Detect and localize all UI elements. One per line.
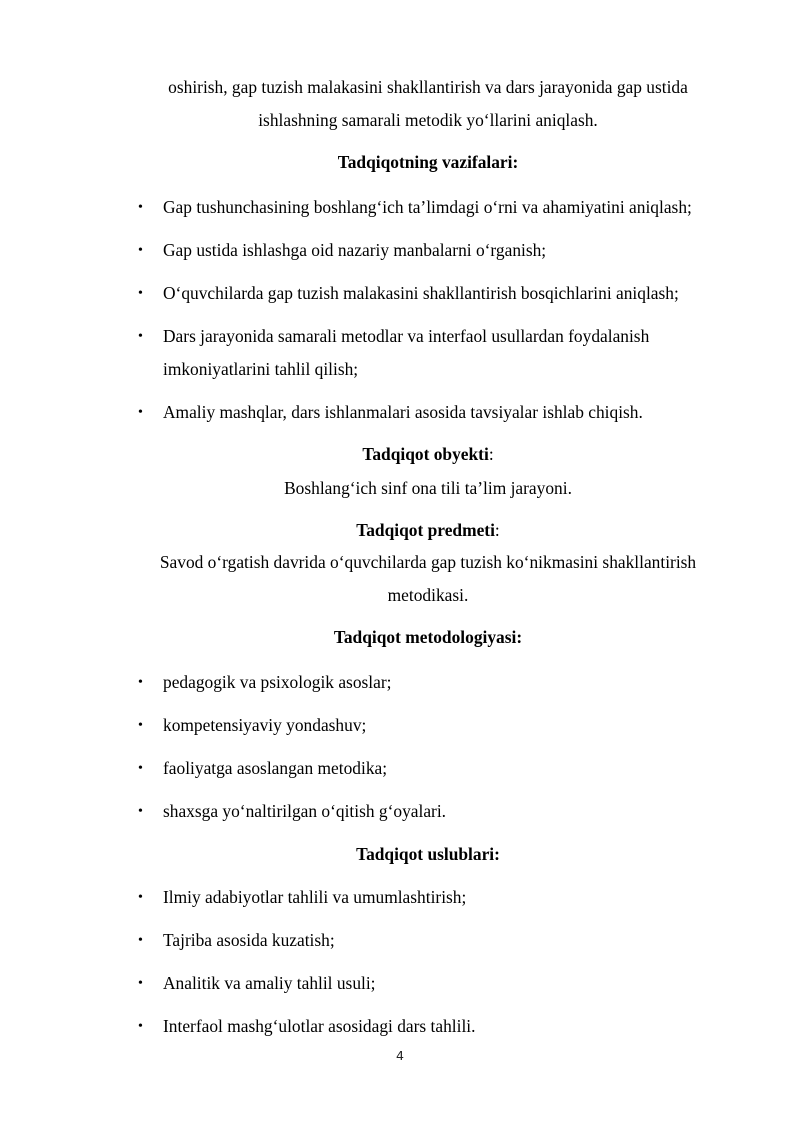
list-item xyxy=(0,795,800,828)
intro-line-1: oshirish, gap tuzish malakasini shakllantirish va dars jarayonida gap ustida xyxy=(168,77,688,97)
list-item xyxy=(0,924,800,957)
tasks-heading: Tadqiqotning vazifalari: xyxy=(337,152,519,172)
bullet-icon: • xyxy=(138,675,143,690)
list-item-text: kompetensiyaviy yondashuv; xyxy=(163,715,367,735)
list-item-text: O‘quvchilarda gap tuzish malakasini shakllantirish bosqichlarini aniqlash; xyxy=(163,283,679,303)
list-item-text: Gap ustida ishlashga oid nazariy manbalarni o‘rganish; xyxy=(163,240,547,260)
list-item xyxy=(0,1010,800,1043)
page-number: 4 xyxy=(396,1048,404,1063)
bullet-icon: • xyxy=(138,804,143,819)
list-item xyxy=(0,709,800,742)
bullet-icon: • xyxy=(138,718,143,733)
list-item xyxy=(0,320,800,386)
subject-heading xyxy=(110,514,746,547)
list-item xyxy=(0,881,800,914)
list-item-text: Amaliy mashqlar, dars ishlanmalari asosida tavsiyalar ishlab chiqish. xyxy=(163,402,643,422)
list-item-text: Analitik va amaliy tahlil usuli; xyxy=(163,973,376,993)
list-item xyxy=(0,191,800,224)
list-item xyxy=(0,234,800,267)
list-item-text: Gap tushunchasining boshlang‘ich ta’limdagi o‘rni va ahamiyatini aniqlash; xyxy=(163,197,692,217)
bullet-icon: • xyxy=(138,1019,143,1034)
object-heading-label: Tadqiqot obyekti xyxy=(362,444,489,464)
list-item xyxy=(0,396,800,429)
bullet-icon: • xyxy=(138,329,143,344)
list-item-text: pedagogik va psixologik asoslar; xyxy=(163,672,392,692)
bullet-icon: • xyxy=(138,200,143,215)
bullet-icon: • xyxy=(138,243,143,258)
methods-heading: Tadqiqot uslublari: xyxy=(356,844,500,864)
methodology-list xyxy=(0,666,800,828)
subject-heading-colon: : xyxy=(494,520,500,540)
subject-line-2: metodikasi. xyxy=(387,585,469,605)
bullet-icon: • xyxy=(138,976,143,991)
list-item-text: faoliyatga asoslangan metodika; xyxy=(163,758,388,778)
tasks-list xyxy=(0,191,800,429)
list-item-text: Dars jarayonida samarali metodlar va interfaol usullardan foydalanish imkoniyatlarini tahlil qilish; xyxy=(163,326,650,379)
subject-line-1: Savod o‘rgatish davrida o‘quvchilarda gap tuzish ko‘nikmasini shakllantirish xyxy=(159,552,697,572)
methods-list xyxy=(0,881,800,1043)
bullet-icon: • xyxy=(138,890,143,905)
bullet-icon: • xyxy=(138,761,143,776)
subject-heading-label: Tadqiqot predmeti xyxy=(356,520,495,540)
object-text: Boshlang‘ich sinf ona tili ta’lim jarayoni. xyxy=(284,478,572,498)
list-item-text: Tajriba asosida kuzatish; xyxy=(163,930,335,950)
methodology-heading: Tadqiqot metodologiyasi: xyxy=(333,627,523,647)
list-item xyxy=(0,666,800,699)
list-item xyxy=(0,752,800,785)
list-item xyxy=(0,967,800,1000)
object-heading-colon: : xyxy=(488,444,494,464)
object-heading xyxy=(110,438,746,471)
bullet-icon: • xyxy=(138,933,143,948)
list-item xyxy=(0,277,800,310)
intro-line-2: ishlashning samarali metodik yo‘llarini aniqlash. xyxy=(258,110,598,130)
list-item-text: shaxsga yo‘naltirilgan o‘qitish g‘oyalari. xyxy=(163,801,447,821)
list-item-text: Interfaol mashg‘ulotlar asosidagi dars tahlili. xyxy=(163,1016,476,1036)
bullet-icon: • xyxy=(138,405,143,420)
bullet-icon: • xyxy=(138,286,143,301)
list-item-text: Ilmiy adabiyotlar tahlili va umumlashtirish; xyxy=(163,887,467,907)
